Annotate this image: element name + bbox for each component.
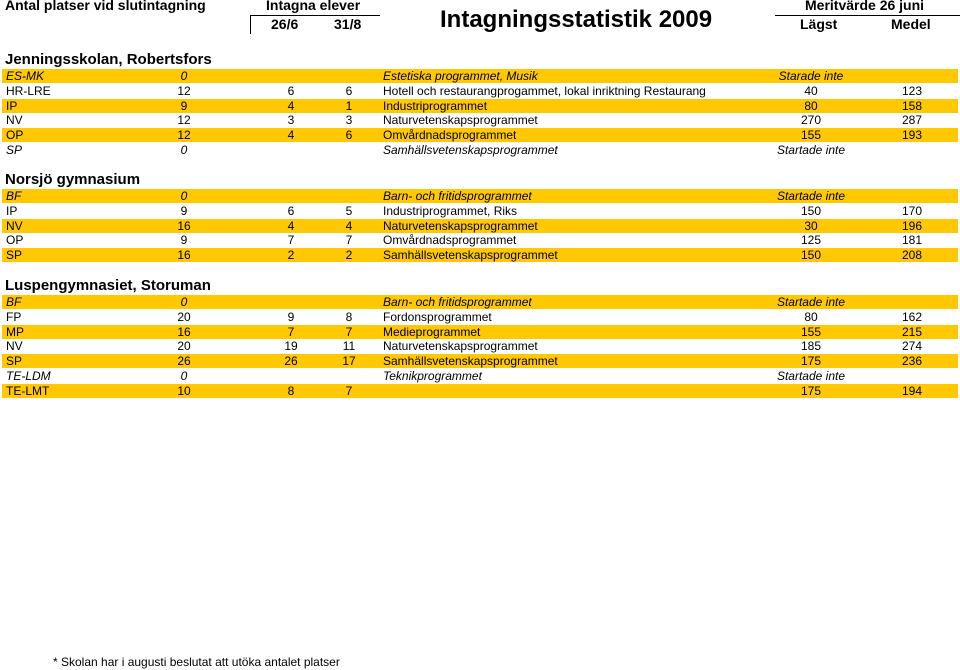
cell-medel: 193: [901, 128, 923, 143]
cell-program: Medieprogrammet: [383, 324, 481, 339]
cell-intagna-1: 4: [287, 218, 295, 233]
cell-lagst: 30: [804, 218, 818, 233]
cell-intagna-1: 4: [287, 98, 295, 113]
cell-medel: 215: [901, 324, 923, 339]
table-row: [2, 99, 958, 113]
cell-intagna-1: 6: [287, 83, 295, 98]
cell-lagst: 155: [800, 128, 822, 143]
cell-intagna-1: 3: [287, 113, 295, 128]
cell-intagna-1: 7: [287, 324, 295, 339]
cell-code: HR-LRE: [6, 83, 51, 98]
cell-program: Barn- och fritidsprogrammet: [383, 295, 532, 309]
cell-medel: 287: [901, 113, 923, 128]
cell-program: Barn- och fritidsprogrammet: [383, 189, 532, 203]
cell-intagna-1: 2: [287, 248, 295, 263]
cell-medel: 194: [901, 383, 923, 398]
cell-intagna-1: 7: [287, 233, 295, 248]
header-date-1: 26/6: [271, 16, 299, 32]
cell-code: SP: [6, 143, 23, 157]
cell-program: Estetiska programmet, Musik: [383, 69, 538, 83]
cell-lagst: 175: [800, 354, 822, 369]
cell-program: Samhällsvetenskapsprogrammet: [383, 143, 558, 157]
cell-intagna-2: 6: [345, 83, 353, 98]
cell-medel: 208: [901, 248, 923, 263]
cell-lagst: 175: [800, 383, 822, 398]
cell-intagna-2: 3: [345, 113, 353, 128]
page-title: Intagningsstatistik 2009: [440, 6, 713, 33]
cell-medel: 123: [901, 83, 923, 98]
header-date-2: 31/8: [334, 16, 362, 32]
cell-platser: 16: [177, 248, 191, 263]
cell-intagna-2: 6: [345, 128, 353, 143]
cell-lagst: 125: [800, 233, 822, 248]
cell-intagna-2: 4: [345, 218, 353, 233]
cell-code: IP: [6, 98, 18, 113]
cell-program: Omvårdnadsprogrammet: [383, 233, 517, 248]
cell-code: NV: [6, 113, 23, 128]
cell-program: Naturvetenskapsprogrammet: [383, 113, 538, 128]
cell-code: ES-MK: [6, 69, 45, 83]
cell-intagna-2: 7: [345, 233, 353, 248]
cell-platser: 9: [180, 98, 188, 113]
cell-program: Naturvetenskapsprogrammet: [383, 218, 538, 233]
cell-lagst: Starade inte: [778, 69, 844, 83]
cell-program: Fordonsprogrammet: [383, 309, 492, 324]
table-row: [2, 339, 958, 353]
cell-intagna-1: 4: [287, 128, 295, 143]
section-title-luspen: Luspengymnasiet, Storuman: [5, 277, 211, 294]
header-antal-platser: Antal platser vid slutintagning: [5, 0, 206, 13]
cell-code: BF: [6, 295, 22, 309]
cell-platser: 20: [177, 339, 191, 354]
cell-platser: 0: [180, 69, 188, 83]
cell-intagna-1: 6: [287, 203, 295, 218]
table-row: [2, 204, 958, 218]
cell-intagna-2: 7: [345, 383, 353, 398]
cell-intagna-2: 17: [342, 354, 356, 369]
header-meritvarde: Meritvärde 26 juni: [805, 0, 925, 13]
cell-platser: 26: [177, 354, 191, 369]
cell-code: SP: [6, 248, 23, 263]
cell-platser: 16: [177, 324, 191, 339]
cell-lagst: 40: [804, 83, 818, 98]
cell-program: Industriprogrammet, Riks: [383, 203, 518, 218]
table-row: [2, 84, 958, 98]
cell-intagna-1: 26: [284, 354, 298, 369]
cell-lagst: Startade inte: [776, 143, 846, 157]
cell-medel: 158: [901, 98, 923, 113]
cell-platser: 9: [180, 203, 188, 218]
cell-platser: 12: [177, 83, 191, 98]
cell-program: Naturvetenskapsprogrammet: [383, 339, 538, 354]
cell-platser: 0: [180, 369, 188, 383]
header-lagst: Lägst: [800, 16, 838, 32]
header-rule-merit: [775, 15, 960, 16]
cell-intagna-2: 5: [345, 203, 353, 218]
section-title-norsjo: Norsjö gymnasium: [5, 171, 141, 188]
table-row: [2, 384, 958, 398]
cell-intagna-1: 9: [287, 309, 295, 324]
cell-code: IP: [6, 203, 18, 218]
cell-code: FP: [6, 309, 22, 324]
cell-intagna-1: 19: [284, 339, 298, 354]
header-rule-intagna: [250, 15, 380, 16]
cell-platser: 0: [180, 295, 188, 309]
cell-program: Omvårdnadsprogrammet: [383, 128, 517, 143]
table-row: [2, 113, 958, 127]
cell-code: NV: [6, 339, 23, 354]
cell-code: OP: [6, 128, 24, 143]
cell-lagst: Startade inte: [776, 295, 846, 309]
cell-intagna-2: 8: [345, 309, 353, 324]
table-row: [2, 233, 958, 247]
cell-code: BF: [6, 189, 22, 203]
cell-lagst: 185: [800, 339, 822, 354]
cell-program: Hotell och restaurangprogammet, lokal inriktning Restaurang: [383, 83, 706, 98]
cell-platser: 16: [177, 218, 191, 233]
cell-lagst: 150: [800, 203, 822, 218]
cell-program: Teknikprogrammet: [383, 369, 482, 383]
cell-medel: 181: [901, 233, 923, 248]
cell-platser: 10: [177, 383, 191, 398]
table-row: [2, 354, 958, 368]
cell-code: NV: [6, 218, 23, 233]
cell-code: SP: [6, 354, 23, 369]
table-row: [2, 69, 958, 83]
cell-program: Industriprogrammet: [383, 98, 488, 113]
cell-platser: 0: [180, 189, 188, 203]
cell-lagst: 155: [800, 324, 822, 339]
cell-platser: 20: [177, 309, 191, 324]
cell-platser: 12: [177, 128, 191, 143]
cell-lagst: Startade inte: [776, 369, 846, 383]
section-title-jennings: Jenningsskolan, Robertsfors: [5, 51, 212, 68]
cell-platser: 12: [177, 113, 191, 128]
cell-intagna-2: 11: [342, 339, 356, 354]
cell-lagst: 270: [800, 113, 822, 128]
footnote: * Skolan har i augusti beslutat att utöka antalet platser: [53, 655, 340, 669]
cell-medel: 162: [901, 309, 923, 324]
header-medel: Medel: [891, 16, 931, 32]
cell-lagst: 80: [804, 309, 818, 324]
table-row: [2, 325, 958, 339]
cell-lagst: Startade inte: [776, 189, 846, 203]
table-row: [2, 189, 958, 203]
cell-medel: 236: [901, 354, 923, 369]
header-intagna-elever: Intagna elever: [266, 0, 361, 13]
cell-medel: 274: [901, 339, 923, 354]
cell-program: Samhällsvetenskapsprogrammet: [383, 354, 558, 369]
cell-platser: 9: [180, 233, 188, 248]
table-row: [2, 310, 958, 324]
cell-lagst: 80: [804, 98, 818, 113]
table-row: [2, 143, 958, 157]
cell-code: TE-LMT: [6, 383, 50, 398]
cell-lagst: 150: [800, 248, 822, 263]
cell-intagna-2: 7: [345, 324, 353, 339]
table-row: [2, 128, 958, 142]
cell-intagna-2: 2: [345, 248, 353, 263]
table-row: [2, 295, 958, 309]
cell-program: Samhällsvetenskapsprogrammet: [383, 248, 558, 263]
table-row: [2, 248, 958, 262]
cell-intagna-1: 8: [287, 383, 295, 398]
cell-intagna-2: 1: [345, 98, 353, 113]
cell-code: TE-LDM: [6, 369, 51, 383]
table-row: [2, 369, 958, 383]
header-rule-divider: [250, 15, 251, 34]
cell-medel: 196: [901, 218, 923, 233]
cell-code: MP: [6, 324, 24, 339]
cell-platser: 0: [180, 143, 188, 157]
cell-medel: 170: [901, 203, 923, 218]
cell-code: OP: [6, 233, 24, 248]
table-row: [2, 219, 958, 233]
